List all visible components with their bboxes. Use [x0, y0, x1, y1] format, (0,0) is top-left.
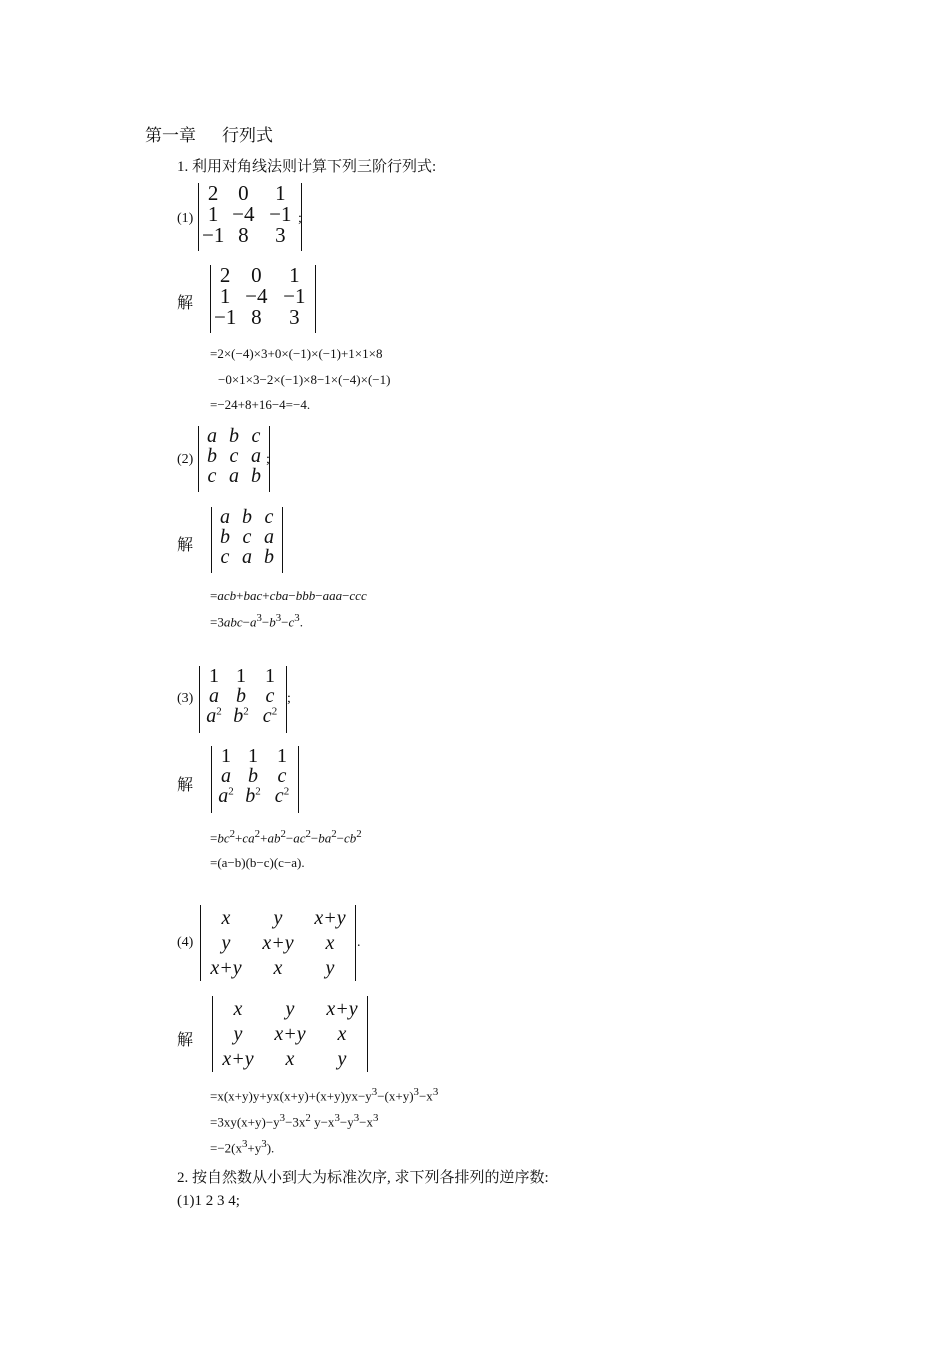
problem-2-solution-label: 解: [177, 537, 194, 554]
chapter-number: 第一章: [145, 126, 196, 145]
problem-3-determinant: 1 1 1 a b c $a^2$ $b^2$ $c^2$: [199, 666, 287, 733]
question-2: 2. 按自然数从小到大为标准次序, 求下列各排列的逆序数:: [177, 1170, 549, 1186]
problem-3-step-1: $=bc^2+ca^2+ab^2-ac^2-ba^2-cb^2$: [210, 828, 362, 846]
problem-1-step-1: =2×(−4)×3+0×(−1)×(−1)+1×1×8: [210, 346, 383, 361]
problem-4-solution-label: 解: [177, 1032, 194, 1049]
problem-2-label: (2): [177, 452, 194, 467]
problem-1-step-3: =−24+8+16−4=−4.: [210, 397, 311, 412]
problem-4-step-2: $=3xy(x+y)-y^3-3x^2$ $y-x^3-y^3-x^3$: [210, 1112, 379, 1130]
problem-3-end: ;: [287, 691, 291, 706]
problem-1-determinant: 2 0 1 1 −4 −1 −1 8 3: [198, 183, 302, 251]
problem-4-solution-determinant: x y x+y y x+y x x+y x y: [212, 996, 368, 1072]
problem-4-label: (4): [177, 935, 194, 950]
problem-3-solution-label: 解: [177, 777, 194, 794]
problem-3-label: (3): [177, 691, 194, 706]
question-1: 1. 利用对角线法则计算下列三阶行列式:: [177, 159, 437, 175]
problem-2-end: ;: [266, 452, 270, 467]
problem-4-end: .: [357, 935, 361, 950]
problem-1-end: ;: [298, 211, 302, 226]
problem-4-step-1: $=x(x+y)y+yx(x+y)+(x+y)yx-y^3-(x+y)^3-x^3$: [210, 1086, 439, 1104]
problem-2-step-1: =acb+bac+cba−bbb−aaa−ccc: [210, 588, 367, 603]
problem-2-solution-determinant: a b c b c a c a b: [211, 507, 283, 573]
problem-1-solution-determinant: 2 0 1 1 −4 −1 −1 8 3: [210, 265, 316, 333]
chapter-heading: [145, 121, 273, 146]
problem-1-solution-label: 解: [177, 295, 194, 312]
problem-4-step-3: $=-2(x^3+y^3)$.: [210, 1138, 275, 1156]
problem-3-step-2: =(a−b)(b−c)(c−a).: [210, 855, 305, 870]
problem-4-determinant: x y x+y y x+y x x+y x y: [200, 905, 356, 981]
problem-3-solution-determinant: 1 1 1 a b c $a^2$ $b^2$ $c^2$: [211, 746, 299, 813]
problem-2-step-2: $=3abc-a^3-b^3-c^3$.: [210, 612, 303, 630]
problem-1-label: (1): [177, 211, 194, 226]
question-2-part-1: (1)1 2 3 4;: [177, 1193, 240, 1209]
problem-2-determinant: a b c b c a c a b: [198, 426, 270, 492]
chapter-title: 行列式: [222, 126, 273, 145]
problem-1-step-2: −0×1×3−2×(−1)×8−1×(−4)×(−1): [218, 372, 391, 387]
